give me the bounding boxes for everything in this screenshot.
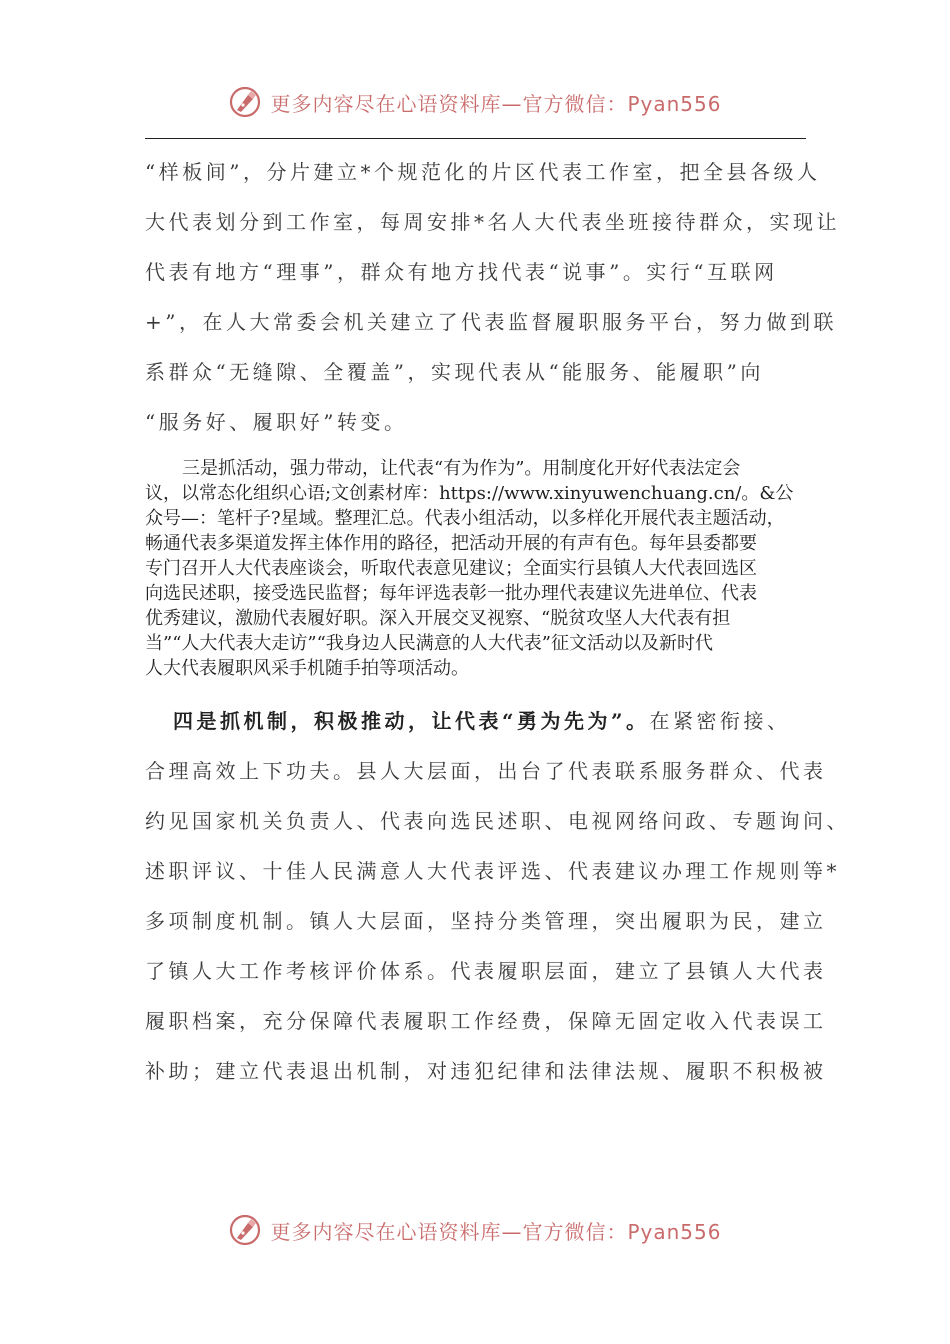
paragraph-activities	[145, 456, 815, 681]
text-line: 议，以常态化组织心语;文创素材库：https://www.xinyuwenchuang.cn/。&公	[145, 483, 794, 504]
text-line: 述职评议、十佳人民满意人大代表评选、代表建议办理工作规则等*	[145, 859, 840, 883]
text-line: 合理高效上下功夫。县人大层面，出台了代表联系服务群众、代表	[145, 759, 827, 783]
text-line: “样板间”，分片建立*个规范化的片区代表工作室，把全县各级人	[145, 160, 821, 184]
text-line: 多项制度机制。镇人大层面，坚持分类管理，突出履职为民，建立	[145, 909, 827, 933]
footer-banner	[0, 1208, 950, 1252]
text-line: 向选民述职，接受选民监督；每年评选表彰一批办理代表建议先进单位、代表	[145, 583, 757, 604]
pen-nib-icon	[228, 1213, 262, 1247]
text-line: 系群众“无缝隙、全覆盖”，实现代表从“能服务、能履职”向	[145, 360, 764, 384]
text-line: 代表有地方“理事”，群众有地方找代表“说事”。实行“互联网	[145, 260, 778, 284]
text-line-first	[145, 696, 815, 746]
header-divider	[145, 138, 806, 139]
text-line: 大代表划分到工作室，每周安排*名人大代表坐班接待群众，实现让	[145, 210, 840, 234]
text-line: 了镇人大工作考核评价体系。代表履职层面，建立了县镇人大代表	[145, 959, 827, 983]
text-line: 补助；建立代表退出机制，对违犯纪律和法律法规、履职不积极被	[145, 1059, 827, 1083]
paragraph-continuation	[145, 147, 840, 447]
text-line: 约见国家机关负责人、代表向选民述职、电视网络问政、专题询问、	[145, 809, 850, 833]
paragraph-mechanism	[145, 696, 850, 1096]
text-line: 人大代表履职风采手机随手拍等项活动。	[145, 658, 469, 679]
text-line: 履职档案，充分保障代表履职工作经费，保障无固定收入代表误工	[145, 1009, 827, 1033]
text-line: 优秀建议，激励代表履好职。深入开展交叉视察、“脱贫攻坚人大代表有担	[145, 608, 731, 629]
paragraph-lead-rest: 在紧密衔接、	[649, 709, 791, 733]
footer-banner-text: 更多内容尽在心语资料库—官方微信：Pyan556	[270, 1219, 722, 1244]
text-line: “服务好、履职好”转变。	[145, 410, 408, 434]
header-banner-text: 更多内容尽在心语资料库—官方微信：Pyan556	[270, 91, 722, 116]
text-line: +”，在人大常委会机关建立了代表监督履职服务平台，努力做到联	[145, 310, 837, 334]
text-line: 当”“人大代表大走访”“我身边人民满意的人大代表”征文活动以及新时代	[145, 633, 714, 654]
text-line: 众号—：笔杆子?星域。整理汇总。代表小组活动，以多样化开展代表主题活动，	[145, 508, 785, 529]
paragraph-lead: 四是抓机制，积极推动，让代表“勇为先为”。	[173, 709, 650, 733]
text-line: 畅通代表多渠道发挥主体作用的路径，把活动开展的有声有色。每年县委都要	[145, 533, 757, 554]
text-line: 三是抓活动，强力带动，让代表“有为作为”。用制度化开好代表法定会	[182, 458, 741, 479]
text-line: 专门召开人大代表座谈会，听取代表意见建议；全面实行县镇人大代表回选区	[145, 558, 757, 579]
pen-nib-icon	[228, 85, 262, 119]
header-banner	[0, 80, 950, 124]
